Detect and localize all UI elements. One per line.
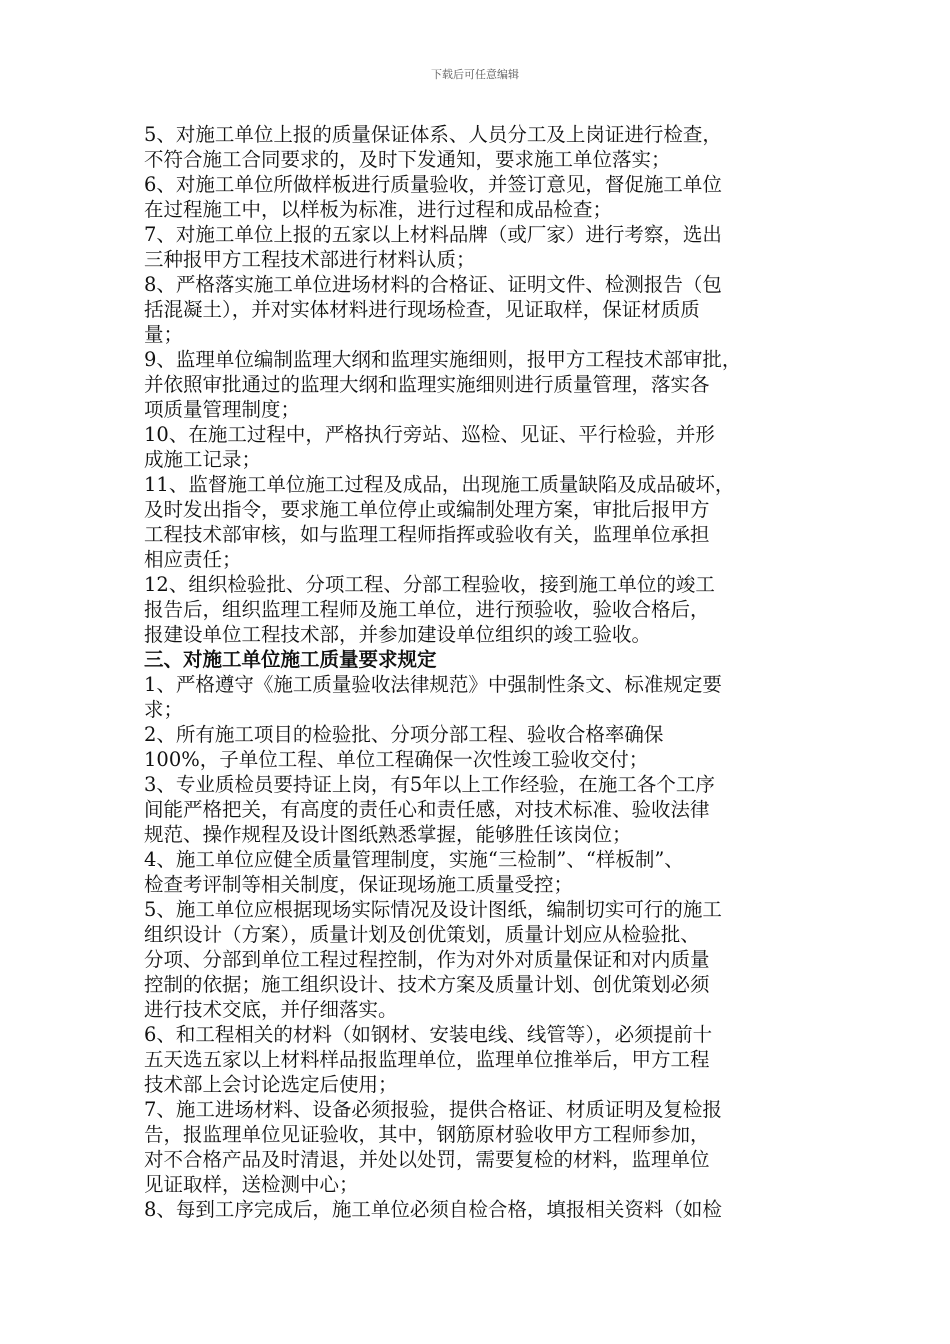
paragraph-line: 8、每到工序完成后，施工单位必须自检合格，填报相关资料（如检 <box>144 1198 722 1221</box>
paragraph-line: 对不合格产品及时清退，并处以处罚，需要复检的材料，监理单位 <box>144 1148 710 1171</box>
page-header: 下载后可任意编辑 <box>431 68 519 81</box>
paragraph-line: 报建设单位工程技术部，并参加建设单位组织的竣工验收。 <box>144 623 652 646</box>
paragraph-line: 技术部上会讨论选定后使用； <box>144 1073 398 1096</box>
paragraph-line: 3、专业质检员要持证上岗，有5年以上工作经验，在施工各个工序 <box>144 773 715 796</box>
paragraph-line: 相应责任； <box>144 548 242 571</box>
paragraph-line: 6、对施工单位所做样板进行质量验收，并签订意见，督促施工单位 <box>144 173 722 196</box>
paragraph-line: 进行技术交底，并仔细落实。 <box>144 998 398 1021</box>
paragraph-line: 7、对施工单位上报的五家以上材料品牌（或厂家）进行考察，选出 <box>144 223 722 246</box>
paragraph-line: 8、严格落实施工单位进场材料的合格证、证明文件、检测报告（包 <box>144 273 722 296</box>
paragraph-line: 7、施工进场材料、设备必须报验，提供合格证、材质证明及复检报 <box>144 1098 722 1121</box>
document-body <box>144 122 810 1222</box>
paragraph-line: 五天选五家以上材料样品报监理单位，监理单位推举后，甲方工程 <box>144 1048 710 1071</box>
paragraph-line: 规范、操作规程及设计图纸熟悉掌握，能够胜任该岗位； <box>144 823 632 846</box>
paragraph-line: 见证取样，送检测中心； <box>144 1173 359 1196</box>
paragraph-line: 项质量管理制度； <box>144 398 301 421</box>
section-heading: 三、对施工单位施工质量要求规定 <box>144 648 437 671</box>
paragraph-line: 在过程施工中，以样板为标准，进行过程和成品检查； <box>144 198 613 221</box>
paragraph-line: 12、组织检验批、分项工程、分部工程验收，接到施工单位的竣工 <box>144 573 715 596</box>
paragraph-line: 5、对施工单位上报的质量保证体系、人员分工及上岗证进行检查， <box>144 123 722 146</box>
paragraph-line: 求； <box>144 698 184 721</box>
paragraph-line: 2、所有施工项目的检验批、分项分部工程、验收合格率确保 <box>144 723 664 746</box>
paragraph-line: 间能严格把关，有高度的责任心和责任感，对技术标准、验收法律 <box>144 798 710 821</box>
paragraph-line: 9、监理单位编制监理大纲和监理实施细则，报甲方工程技术部审批， <box>144 348 742 371</box>
paragraph-line: 括混凝土），并对实体材料进行现场检查，见证取样，保证材质质 <box>144 298 700 321</box>
paragraph-line: 并依照审批通过的监理大纲和监理实施细则进行质量管理，落实各 <box>144 373 710 396</box>
paragraph-line: 不符合施工合同要求的，及时下发通知，要求施工单位落实； <box>144 148 671 171</box>
paragraph-line: 工程技术部审核，如与监理工程师指挥或验收有关，监理单位承担 <box>144 523 710 546</box>
paragraph-line: 成施工记录； <box>144 448 262 471</box>
paragraph-line: 5、施工单位应根据现场实际情况及设计图纸，编制切实可行的施工 <box>144 898 722 921</box>
paragraph-line: 分项、分部到单位工程过程控制，作为对外对质量保证和对内质量 <box>144 948 710 971</box>
paragraph-line: 1、严格遵守《施工质量验收法律规范》中强制性条文、标准规定要 <box>144 673 722 696</box>
paragraph-line: 三种报甲方工程技术部进行材料认质； <box>144 248 476 271</box>
paragraph-line: 4、施工单位应健全质量管理制度，实施“三检制”、“样板制”、 <box>144 848 684 871</box>
paragraph-line: 10、在施工过程中，严格执行旁站、巡检、见证、平行检验，并形 <box>144 423 715 446</box>
paragraph-line: 报告后，组织监理工程师及施工单位，进行预验收，验收合格后， <box>144 598 710 621</box>
paragraph-line: 组织设计（方案），质量计划及创优策划，质量计划应从检验批、 <box>144 923 700 946</box>
paragraph-line: 检查考评制等相关制度，保证现场施工质量受控； <box>144 873 574 896</box>
paragraph-line: 6、和工程相关的材料（如钢材、安装电线、线管等），必须提前十 <box>144 1023 713 1046</box>
paragraph-line: 告，报监理单位见证验收，其中，钢筋原材验收甲方工程师参加， <box>144 1123 710 1146</box>
paragraph-line: 及时发出指令，要求施工单位停止或编制处理方案，审批后报甲方 <box>144 498 710 521</box>
paragraph-line: 100%，子单位工程、单位工程确保一次性竣工验收交付； <box>144 748 649 771</box>
paragraph-line: 11、监督施工单位施工过程及成品，出现施工质量缺陷及成品破坏， <box>144 473 735 496</box>
paragraph-line: 量； <box>144 323 184 346</box>
paragraph-line: 控制的依据；施工组织设计、技术方案及质量计划、创优策划必须 <box>144 973 710 996</box>
